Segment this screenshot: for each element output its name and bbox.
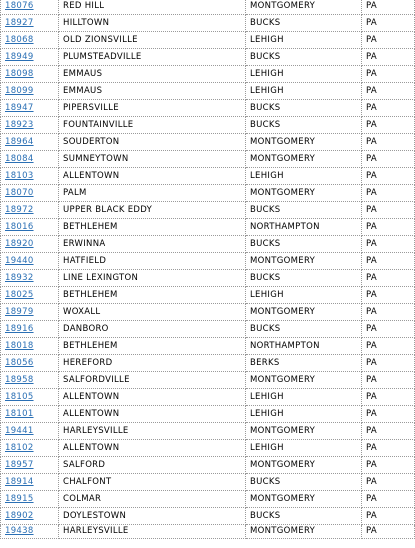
city-cell: SOUDERTON — [59, 134, 246, 151]
state-cell: PA — [362, 100, 415, 117]
table-row — [1, 236, 415, 253]
zip-cell — [1, 508, 59, 525]
state-cell: PA — [362, 15, 415, 32]
zip-code-link[interactable]: 18102 — [5, 443, 34, 453]
city-cell: LINE LEXINGTON — [59, 270, 246, 287]
state-cell: PA — [362, 338, 415, 355]
county-cell: MONTGOMERY — [246, 185, 362, 202]
zip-cell — [1, 202, 59, 219]
state-cell: PA — [362, 372, 415, 389]
table-row — [1, 66, 415, 83]
table-row — [1, 457, 415, 474]
county-cell: BUCKS — [246, 270, 362, 287]
county-cell: MONTGOMERY — [246, 304, 362, 321]
city-cell: FOUNTAINVILLE — [59, 117, 246, 134]
zip-cell — [1, 32, 59, 49]
zip-code-link[interactable]: 18056 — [5, 358, 34, 368]
zip-code-link[interactable]: 18915 — [5, 494, 34, 504]
city-cell: ALLENTOWN — [59, 389, 246, 406]
table-row — [1, 474, 415, 491]
zip-cell — [1, 491, 59, 508]
table-row — [1, 185, 415, 202]
table-row — [1, 491, 415, 508]
county-cell: LEHIGH — [246, 83, 362, 100]
county-cell: BUCKS — [246, 202, 362, 219]
county-cell: BUCKS — [246, 49, 362, 66]
zip-cell — [1, 372, 59, 389]
county-cell: BERKS — [246, 355, 362, 372]
state-cell: PA — [362, 168, 415, 185]
county-cell: BUCKS — [246, 474, 362, 491]
zip-code-link[interactable]: 18947 — [5, 103, 34, 113]
city-cell: BETHLEHEM — [59, 338, 246, 355]
zip-code-link[interactable]: 18025 — [5, 290, 34, 300]
zip-code-link[interactable]: 18098 — [5, 69, 34, 79]
zip-code-link[interactable]: 18016 — [5, 222, 34, 232]
table-row — [1, 151, 415, 168]
zip-cell — [1, 219, 59, 236]
zip-cell — [1, 117, 59, 134]
zip-cell — [1, 287, 59, 304]
zip-code-link[interactable]: 18914 — [5, 477, 34, 487]
zip-cell — [1, 304, 59, 321]
table-row — [1, 117, 415, 134]
state-cell: PA — [362, 440, 415, 457]
zip-cell — [1, 406, 59, 423]
state-cell: PA — [362, 355, 415, 372]
county-cell: LEHIGH — [246, 32, 362, 49]
county-cell: BUCKS — [246, 100, 362, 117]
city-cell: HARLEYSVILLE — [59, 525, 246, 539]
zip-cell — [1, 389, 59, 406]
county-cell: MONTGOMERY — [246, 134, 362, 151]
state-cell: PA — [362, 406, 415, 423]
city-cell: HATFIELD — [59, 253, 246, 270]
county-cell: BUCKS — [246, 236, 362, 253]
table-row — [1, 423, 415, 440]
zip-code-link[interactable]: 18949 — [5, 52, 34, 62]
table-row — [1, 338, 415, 355]
zip-cell — [1, 15, 59, 32]
zip-code-link[interactable]: 18105 — [5, 392, 34, 402]
zip-code-link[interactable]: 19441 — [5, 426, 34, 436]
state-cell: PA — [362, 32, 415, 49]
zip-cell — [1, 321, 59, 338]
zip-code-link[interactable]: 18958 — [5, 375, 34, 385]
zip-code-link[interactable]: 18103 — [5, 171, 34, 181]
zip-code-link[interactable]: 18920 — [5, 239, 34, 249]
zip-code-table-body — [1, 0, 415, 539]
county-cell: MONTGOMERY — [246, 372, 362, 389]
zip-cell — [1, 457, 59, 474]
city-cell: BETHLEHEM — [59, 219, 246, 236]
county-cell: LEHIGH — [246, 389, 362, 406]
city-cell: UPPER BLACK EDDY — [59, 202, 246, 219]
city-cell: WOXALL — [59, 304, 246, 321]
table-row — [1, 32, 415, 49]
zip-cell — [1, 0, 59, 15]
zip-code-link[interactable]: 18927 — [5, 18, 34, 28]
city-cell: ALLENTOWN — [59, 168, 246, 185]
zip-code-link[interactable]: 18084 — [5, 154, 34, 164]
zip-code-link[interactable]: 18068 — [5, 35, 34, 45]
state-cell: PA — [362, 423, 415, 440]
state-cell: PA — [362, 185, 415, 202]
state-cell: PA — [362, 253, 415, 270]
city-cell: PALM — [59, 185, 246, 202]
city-cell: ALLENTOWN — [59, 406, 246, 423]
state-cell: PA — [362, 0, 415, 15]
city-cell: SALFORDVILLE — [59, 372, 246, 389]
city-cell: RED HILL — [59, 0, 246, 15]
county-cell: MONTGOMERY — [246, 491, 362, 508]
zip-code-link[interactable]: 19438 — [5, 526, 34, 536]
city-cell: CHALFONT — [59, 474, 246, 491]
county-cell: BUCKS — [246, 15, 362, 32]
zip-cell — [1, 270, 59, 287]
county-cell: LEHIGH — [246, 168, 362, 185]
table-row — [1, 355, 415, 372]
zip-code-link[interactable]: 18902 — [5, 511, 34, 521]
state-cell: PA — [362, 219, 415, 236]
table-row — [1, 202, 415, 219]
zip-cell — [1, 525, 59, 539]
city-cell: BETHLEHEM — [59, 287, 246, 304]
zip-cell — [1, 423, 59, 440]
county-cell: MONTGOMERY — [246, 457, 362, 474]
city-cell: OLD ZIONSVILLE — [59, 32, 246, 49]
table-row — [1, 270, 415, 287]
county-cell: LEHIGH — [246, 287, 362, 304]
county-cell: LEHIGH — [246, 440, 362, 457]
table-row — [1, 287, 415, 304]
city-cell: HARLEYSVILLE — [59, 423, 246, 440]
table-row — [1, 440, 415, 457]
table-row — [1, 100, 415, 117]
state-cell: PA — [362, 83, 415, 100]
table-row — [1, 83, 415, 100]
table-row — [1, 219, 415, 236]
state-cell: PA — [362, 525, 415, 539]
table-row — [1, 508, 415, 525]
zip-code-link[interactable]: 19440 — [5, 256, 34, 266]
county-cell: MONTGOMERY — [246, 151, 362, 168]
state-cell: PA — [362, 491, 415, 508]
county-cell: MONTGOMERY — [246, 0, 362, 15]
zip-code-link[interactable]: 18018 — [5, 341, 34, 351]
state-cell: PA — [362, 151, 415, 168]
state-cell: PA — [362, 49, 415, 66]
zip-cell — [1, 185, 59, 202]
state-cell: PA — [362, 117, 415, 134]
table-row — [1, 389, 415, 406]
county-cell: BUCKS — [246, 117, 362, 134]
zip-cell — [1, 100, 59, 117]
table-row — [1, 525, 415, 539]
city-cell: PLUMSTEADVILLE — [59, 49, 246, 66]
table-row — [1, 15, 415, 32]
state-cell: PA — [362, 474, 415, 491]
table-row — [1, 372, 415, 389]
zip-cell — [1, 151, 59, 168]
state-cell: PA — [362, 236, 415, 253]
county-cell: BUCKS — [246, 321, 362, 338]
zip-cell — [1, 236, 59, 253]
city-cell: SUMNEYTOWN — [59, 151, 246, 168]
table-row — [1, 321, 415, 338]
state-cell: PA — [362, 287, 415, 304]
zip-cell — [1, 474, 59, 491]
city-cell: ERWINNA — [59, 236, 246, 253]
zip-code-link[interactable]: 18076 — [5, 1, 34, 11]
county-cell: LEHIGH — [246, 66, 362, 83]
county-cell: MONTGOMERY — [246, 525, 362, 539]
state-cell: PA — [362, 270, 415, 287]
zip-code-link[interactable]: 18070 — [5, 188, 34, 198]
zip-code-link[interactable]: 18932 — [5, 273, 34, 283]
city-cell: DANBORO — [59, 321, 246, 338]
zip-code-link[interactable]: 18979 — [5, 307, 34, 317]
city-cell: SALFORD — [59, 457, 246, 474]
city-cell: DOYLESTOWN — [59, 508, 246, 525]
city-cell: EMMAUS — [59, 83, 246, 100]
table-row — [1, 49, 415, 66]
city-cell: PIPERSVILLE — [59, 100, 246, 117]
county-cell: NORTHAMPTON — [246, 219, 362, 236]
table-row — [1, 304, 415, 321]
county-cell: BUCKS — [246, 508, 362, 525]
zip-cell — [1, 253, 59, 270]
table-row — [1, 134, 415, 151]
zip-code-link[interactable]: 18923 — [5, 120, 34, 130]
zip-cell — [1, 134, 59, 151]
zip-code-link[interactable]: 18972 — [5, 205, 34, 215]
state-cell: PA — [362, 457, 415, 474]
zip-code-link[interactable]: 18964 — [5, 137, 34, 147]
zip-cell — [1, 83, 59, 100]
zip-cell — [1, 168, 59, 185]
zip-cell — [1, 49, 59, 66]
state-cell: PA — [362, 508, 415, 525]
state-cell: PA — [362, 66, 415, 83]
county-cell: MONTGOMERY — [246, 253, 362, 270]
city-cell: HILLTOWN — [59, 15, 246, 32]
city-cell: ALLENTOWN — [59, 440, 246, 457]
state-cell: PA — [362, 134, 415, 151]
county-cell: LEHIGH — [246, 406, 362, 423]
state-cell: PA — [362, 202, 415, 219]
zip-cell — [1, 338, 59, 355]
zip-code-link[interactable]: 18101 — [5, 409, 34, 419]
table-row — [1, 0, 415, 15]
table-row — [1, 406, 415, 423]
state-cell: PA — [362, 321, 415, 338]
zip-code-link[interactable]: 18957 — [5, 460, 34, 470]
table-row — [1, 168, 415, 185]
city-cell: COLMAR — [59, 491, 246, 508]
state-cell: PA — [362, 389, 415, 406]
zip-code-link[interactable]: 18099 — [5, 86, 34, 96]
table-row — [1, 253, 415, 270]
county-cell: MONTGOMERY — [246, 423, 362, 440]
state-cell: PA — [362, 304, 415, 321]
county-cell: NORTHAMPTON — [246, 338, 362, 355]
zip-cell — [1, 440, 59, 457]
city-cell: HEREFORD — [59, 355, 246, 372]
city-cell: EMMAUS — [59, 66, 246, 83]
zip-cell — [1, 66, 59, 83]
zip-code-link[interactable]: 18916 — [5, 324, 34, 334]
zip-cell — [1, 355, 59, 372]
